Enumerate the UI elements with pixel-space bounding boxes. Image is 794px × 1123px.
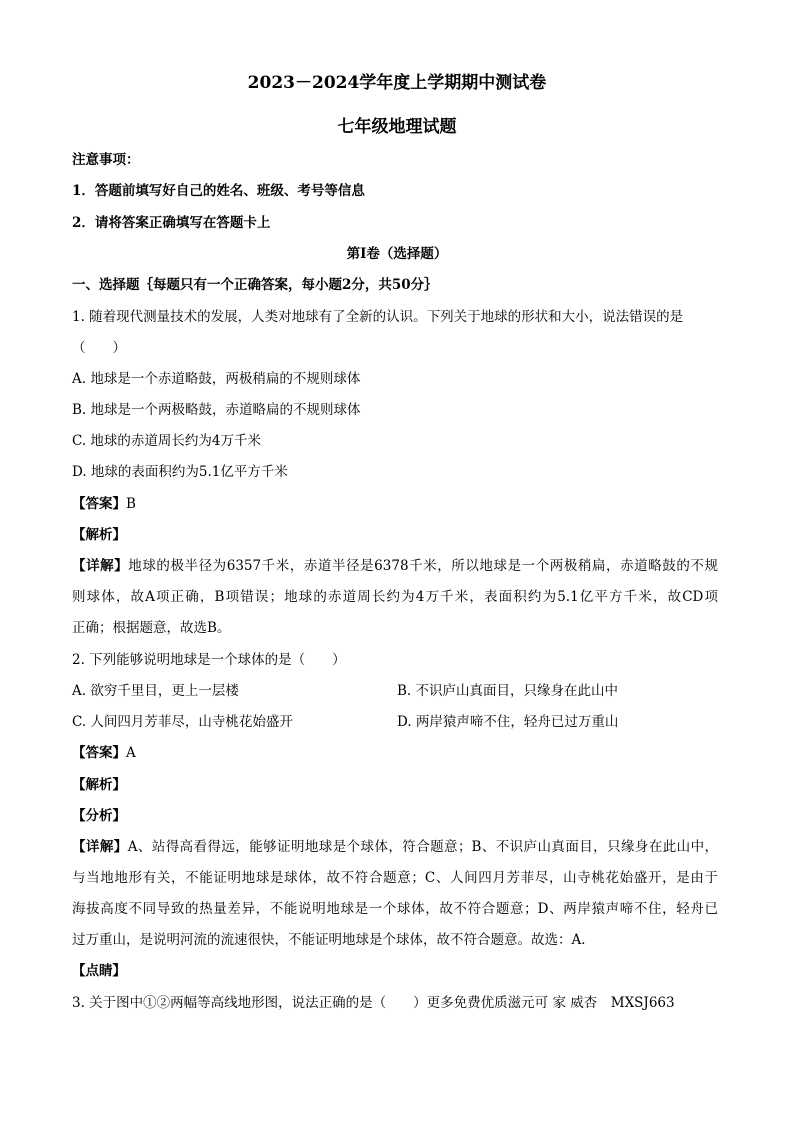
q2-detail-line-1 [72,837,718,857]
q1-answer-value: B [126,496,136,512]
q2-analysis-label: 【解析】 [72,777,126,793]
q2-stem: 2. 下列能够说明地球是一个球体的是（ ） [72,652,346,668]
q2-option-b: B. 不识庐山真面目，只缘身在此山中 [397,683,619,699]
q2-answer [72,743,136,763]
q3-stem: 3. 关于图中①②两幅等高线地形图，说法正确的是（ ）更多免费优质滋元可 家 威杏 MXSJ663 [72,995,675,1011]
q1-detail-line-2: 则球体，故A项正确，B项错误；地球的赤道周长约为4万千米，表面积约为5.1亿平方千米，故CD项 [72,589,718,605]
q1-option-c: C. 地球的赤道周长约为4万千米 [72,433,262,449]
q1-detail-line-1 [72,556,718,576]
q2-detail-line-3: 海拔高度不同导致的热量差异，不能说明地球是一个球体，故不符合题意；D、两岸猿声啼不住，轻舟已 [72,901,718,917]
q1-option-a: A. 地球是一个赤道略鼓，两极稍扁的不规则球体 [72,371,361,387]
q1-option-b: B. 地球是一个两极略鼓，赤道略扁的不规则球体 [72,402,361,418]
q1-answer-label: 【答案】 [72,496,126,512]
q1-analysis-label: 【解析】 [72,527,126,543]
q2-detail-line-2: 与当地地形有关，不能证明地球是球体，故不符合题意；C、人间四月芳菲尽，山寺桃花始盛开，是由于 [72,870,718,886]
notice-item-2: 2．请将答案正确填写在答题卡上 [72,215,271,231]
volume-heading: 第Ⅰ卷（选择题） [346,246,448,262]
exam-subtitle: 七年级地理试题 [337,117,457,137]
q1-answer [72,494,136,514]
q2-detail-line-4: 过万重山，是说明河流的流速很快，不能证明地球是个球体，故不符合题意。故选：A． [72,932,595,948]
q1-stem-cont: （ ） [72,340,126,356]
q1-option-d: D. 地球的表面积约为5.1亿平方千米 [72,464,288,480]
q2-comment-label: 【点睛】 [72,963,126,979]
exam-title: 2023－2024学年度上学期期中测试卷 [247,73,547,93]
part-heading: 一、选择题｛每题只有一个正确答案，每小题2分，共50分｝ [72,277,438,293]
notice-heading: 注意事项： [72,152,140,168]
q2-option-d: D. 两岸猿声啼不住，轻舟已过万重山 [397,714,619,730]
q2-option-c: C. 人间四月芳菲尽，山寺桃花始盛开 [72,714,293,730]
q1-stem: 1. 随着现代测量技术的发展，人类对地球有了全新的认识。下列关于地球的形状和大小，说法错误的是 [72,309,684,325]
q2-analysis2-label: 【分析】 [72,808,126,824]
q1-detail-label: 【详解】 [72,558,129,574]
q2-detail-label: 【详解】 [72,839,128,855]
q2-answer-value: A [126,745,136,761]
q2-detail-text-1: A、站得高看得远，能够证明地球是个球体，符合题意；B、不识庐山真面目，只缘身在此山中， [127,839,719,855]
q1-detail-line-3: 正确；根据题意，故选B。 [72,620,231,636]
q1-detail-text-1: 地球的极半径为6357千米，赤道半径是6378千米，所以地球是一个两极稍扁，赤道略鼓的不规 [128,558,718,574]
q2-option-a: A. 欲穷千里目，更上一层楼 [72,683,239,699]
notice-item-1: 1．答题前填写好自己的姓名、班级、考号等信息 [72,183,365,199]
q2-answer-label: 【答案】 [72,745,126,761]
